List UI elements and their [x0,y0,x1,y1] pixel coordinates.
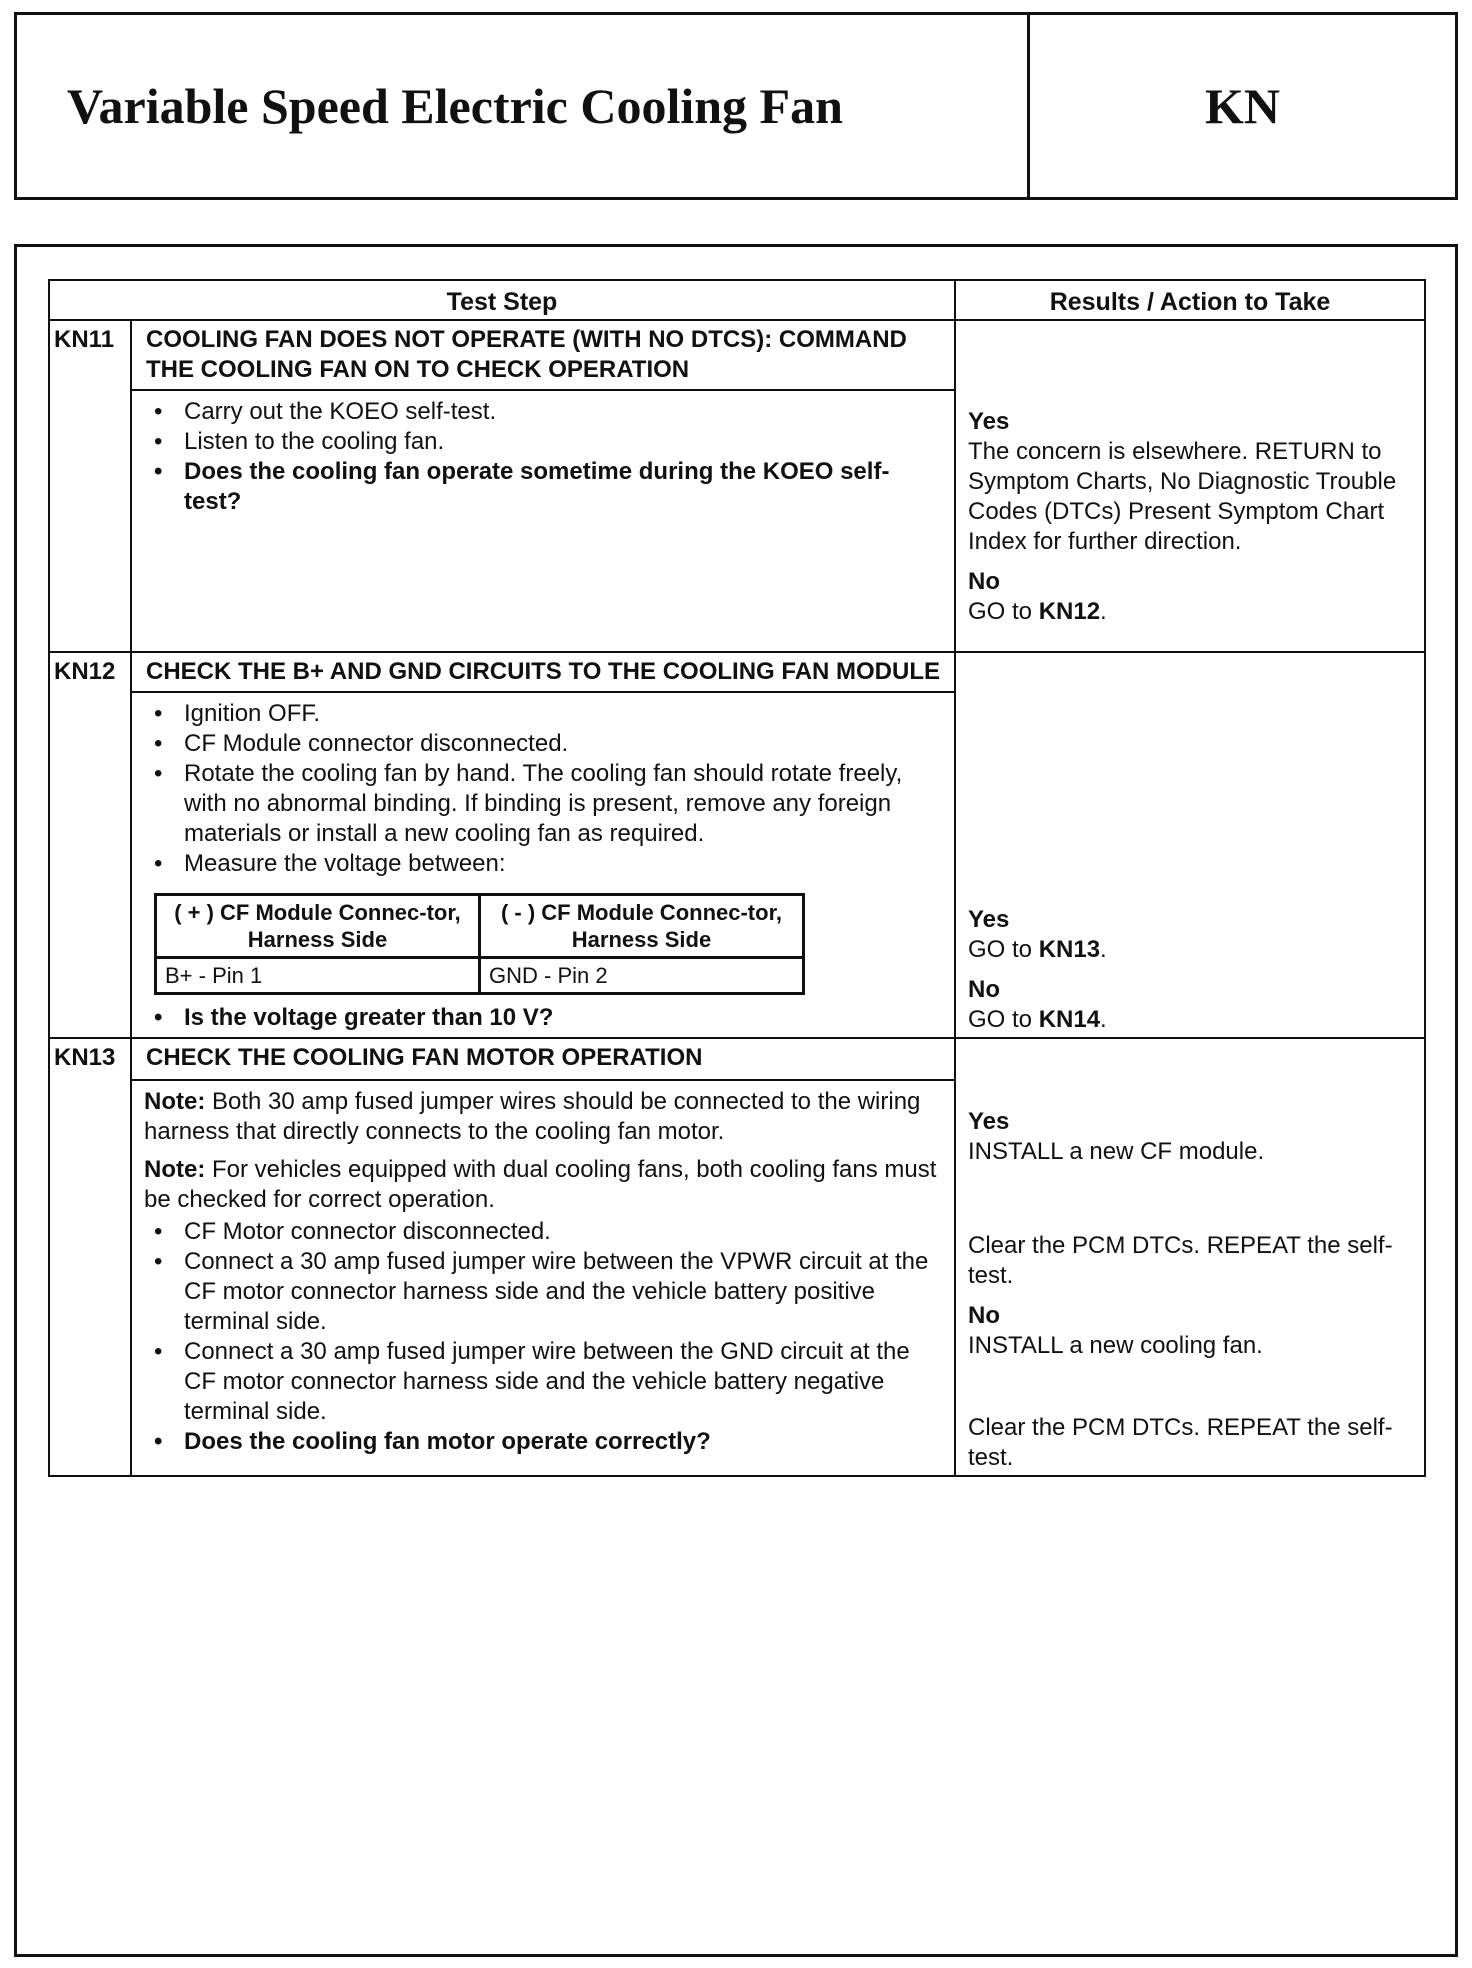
step-body [131,1080,955,1476]
negative-lead-header: ( - ) CF Module Connec-tor, Harness Side [480,895,804,958]
no-label: No [968,976,1000,1003]
yes-label: Yes [968,1108,1010,1135]
kn12-title-row [49,652,1425,692]
measurement-table [154,893,805,995]
no-action: INSTALL a new cooling fan. [968,1332,1263,1359]
step-id: KN13 [49,1038,131,1080]
test-step-header: Test Step [49,280,955,320]
positive-lead-pin: B+ - Pin 1 [156,958,480,994]
positive-lead-header: ( + ) CF Module Connec-tor, Harness Side [156,895,480,958]
no-clear: Clear the PCM DTCs. REPEAT the self-test. [968,1414,1393,1471]
step-id: KN12 [49,652,131,692]
step-id: KN11 [49,320,131,390]
step-body [131,390,955,652]
yes-label: Yes [968,408,1010,435]
step-title: CHECK THE COOLING FAN MOTOR OPERATION [131,1038,955,1080]
no-action: GO to KN14. [968,1006,1107,1033]
test-step-table [48,279,1426,1477]
step-title: COOLING FAN DOES NOT OPERATE (WITH NO DTCS): COMMAND THE COOLING FAN ON TO CHECK OPERATION [131,320,955,390]
negative-lead-pin: GND - Pin 2 [480,958,804,994]
bullet: • CF Module connector disconnected. [184,729,944,759]
page-header [14,12,1458,200]
step-body [131,692,955,1038]
bullet: • Ignition OFF. [184,699,944,729]
kn11-title-row [49,320,1425,390]
yes-action: INSTALL a new CF module. [968,1138,1265,1165]
kn13-results [955,1038,1425,1476]
results-header: Results / Action to Take [955,280,1425,320]
no-label: No [968,1302,1000,1329]
kn12-results [955,652,1425,1038]
bullet: • Listen to the cooling fan. [184,427,944,457]
yes-clear: Clear the PCM DTCs. REPEAT the self-test. [968,1232,1393,1289]
bullet: • Rotate the cooling fan by hand. The cooling fan should rotate freely, with no abnormal binding. If binding is present, remove any foreign materials or install a new cooling fan as required. [184,759,944,849]
bullet: • Carry out the KOEO self-test. [184,397,944,427]
no-action: GO to KN12. [968,598,1107,625]
kn11-results [955,320,1425,652]
page-title: Variable Speed Electric Cooling Fan [17,15,1030,197]
step-question: • Does the cooling fan motor operate correctly? [184,1427,944,1457]
bullet: • Connect a 30 amp fused jumper wire between the GND circuit at the CF motor connector harness side and the vehicle battery negative terminal side. [184,1337,944,1427]
note: Note: For vehicles equipped with dual cooling fans, both cooling fans must be checked for correct operation. [144,1155,937,1213]
table-header-row [49,280,1425,320]
yes-action: The concern is elsewhere. RETURN to Symptom Charts, No Diagnostic Trouble Codes (DTCs) Present Symptom Chart Index for further direction. [968,438,1397,555]
bullet: • CF Motor connector disconnected. [184,1217,944,1247]
kn13-title-row [49,1038,1425,1080]
yes-label: Yes [968,906,1010,933]
note: Note: Both 30 amp fused jumper wires should be connected to the wiring harness that directly connects to the cooling fan motor. [144,1087,921,1145]
yes-action: GO to KN13. [968,936,1107,963]
step-question: • Does the cooling fan operate sometime during the KOEO self-test? [184,457,944,517]
section-code: KN [1205,78,1280,134]
bullet: • Measure the voltage between: [184,849,944,879]
bullet: • Connect a 30 amp fused jumper wire between the VPWR circuit at the CF motor connector harness side and the vehicle battery positive terminal side. [184,1247,944,1337]
no-label: No [968,568,1000,595]
step-title: CHECK THE B+ AND GND CIRCUITS TO THE COOLING FAN MODULE [131,652,955,692]
step-question: • Is the voltage greater than 10 V? [184,1003,944,1033]
